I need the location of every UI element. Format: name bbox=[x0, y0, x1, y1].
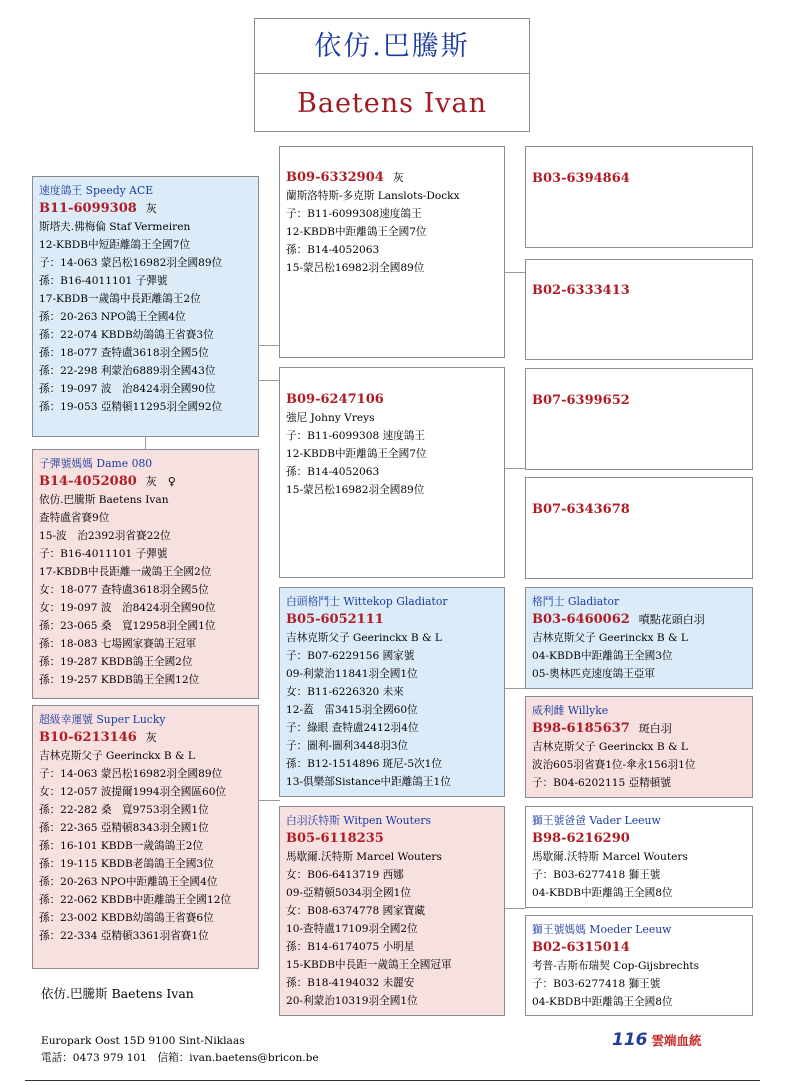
ancestor-title-8: 獅王號媽媽 Moeder Leeuw bbox=[532, 923, 672, 936]
logo-number: 116 bbox=[612, 1030, 648, 1050]
super-lucky-line: 孫：22-062 KBDB中距離鴿王全國12位 bbox=[39, 894, 232, 906]
connector-line bbox=[504, 468, 525, 469]
sire-line: 孫：22-074 KBDB幼鴿鴿王省賽3位 bbox=[39, 329, 214, 341]
ancestor-card-8 bbox=[525, 915, 753, 1016]
ancestor-ring-1: B03-6394864 bbox=[532, 171, 630, 186]
footer-divider bbox=[25, 1080, 760, 1081]
sire-dam-line: 孫：B14-4052063 bbox=[286, 466, 380, 478]
dam-dam-line: 孫：B14-6174075 小明星 bbox=[286, 941, 415, 953]
dam-sire-line: 子：B07-6229156 國家號 bbox=[286, 650, 415, 662]
ancestor-ring-6: B98-6185637 bbox=[532, 721, 630, 736]
dam-ring: B14-4052080 bbox=[39, 474, 137, 489]
ancestor-line-6: 波治605羽省賽1位-傘永156羽1位 bbox=[532, 759, 696, 771]
sire-line: 孫：22-298 利蒙治6889羽全國43位 bbox=[39, 365, 216, 377]
sire-sire-line: 子：B11-6099308速度鴿王 bbox=[286, 208, 422, 220]
super-lucky-line: 孫：22-282 桑 寬9753羽全國1位 bbox=[39, 804, 209, 816]
ancestor-note-6: 斑白羽 bbox=[638, 722, 672, 735]
super-lucky-line: 女：12-057 波提爾1994羽全國區60位 bbox=[39, 786, 227, 798]
dam-sire-line: 13-俱樂部Sistance中距離鴿王1位 bbox=[286, 776, 451, 788]
sire-dam-line: 子：B11-6099308 速度鴿王 bbox=[286, 430, 425, 442]
super-lucky-line: 孫：19-115 KBDB老鴿鴿王全國3位 bbox=[39, 858, 214, 870]
ancestor-card-6 bbox=[525, 696, 753, 798]
dam-dam-line: 女：B06-6413719 西娜 bbox=[286, 869, 404, 881]
dam-sire-title: 白頭格鬥士 Wittekop Gladiator bbox=[286, 595, 448, 608]
dam-dam-line: 15-KBDB中長距一歲鴿王全國冠軍 bbox=[286, 959, 452, 971]
header-chinese-name: 依仿.巴騰斯 bbox=[254, 18, 530, 74]
sire-sire-line: 蘭斯洛特斯-多克斯 Lanslots-Dockx bbox=[286, 190, 460, 202]
super-lucky-line: 子：14-063 蒙呂松16982羽全國89位 bbox=[39, 768, 223, 780]
ancestor-card-3 bbox=[525, 368, 753, 470]
sire-line: 孫：18-077 查特盧3618羽全國5位 bbox=[39, 347, 209, 359]
dam-line: 孫：18-083 七場國家賽鴿王冠軍 bbox=[39, 638, 197, 650]
ancestor-ring-4: B07-6343678 bbox=[532, 502, 630, 517]
sire-line: 斯塔夫.佛梅倫 Staf Vermeiren bbox=[39, 221, 191, 233]
ancestor-card-5 bbox=[525, 587, 753, 689]
connector-line bbox=[258, 800, 280, 801]
ancestor-line-7: 子：B03-6277418 獅王號 bbox=[532, 869, 661, 881]
sire-line: 17-KBDB一歲鴿中長距離鴿王2位 bbox=[39, 293, 201, 305]
header-english-name: Baetens Ivan bbox=[254, 73, 530, 132]
sire-sire-line: 12-KBDB中距離鴿王全國7位 bbox=[286, 226, 427, 238]
super-lucky-line: 孫：23-002 KBDB幼鴿鴿王省賽6位 bbox=[39, 912, 214, 924]
connector-line bbox=[504, 908, 525, 909]
female-symbol-icon: ♀ bbox=[167, 475, 176, 488]
ancestor-ring-8: B02-6315014 bbox=[532, 940, 630, 955]
dam-sire-card bbox=[279, 587, 505, 797]
dam-dam-line: 10-查特盧17109羽全國2位 bbox=[286, 923, 418, 935]
dam-card bbox=[32, 449, 259, 699]
dam-sire-line: 子：圖利-圖利3448羽3位 bbox=[286, 740, 409, 752]
sire-sire-line: 孫：B14-4052063 bbox=[286, 244, 380, 256]
connector-line bbox=[145, 436, 146, 450]
ancestor-title-7: 獅王號爸爸 Vader Leeuw bbox=[532, 814, 661, 827]
dam-dam-card bbox=[279, 806, 505, 1016]
dam-dam-title: 白羽沃特斯 Witpen Wouters bbox=[286, 814, 432, 827]
sire-dam-line: 強尼 Johny Vreys bbox=[286, 412, 375, 424]
ancestor-line-8: 04-KBDB中距離鴿王全國8位 bbox=[532, 996, 673, 1008]
sire-dam-ring: B09-6247106 bbox=[286, 392, 384, 407]
super-lucky-title: 超級幸運號 Super Lucky bbox=[39, 713, 166, 726]
owner-contact: 電話：0473 979 101 信箱：ivan.baetens@bricon.be bbox=[41, 1052, 319, 1064]
ancestor-line-7: 馬歇爾.沃特斯 Marcel Wouters bbox=[532, 851, 688, 863]
connector-line bbox=[504, 688, 525, 689]
ancestor-card-4 bbox=[525, 477, 753, 579]
dam-dam-line: 孫：B18-4194032 未麗安 bbox=[286, 977, 415, 989]
dam-line: 女：19-097 波 治8424羽全國90位 bbox=[39, 602, 216, 614]
ancestor-line-5: 05-奧林匹克速度鴿王亞軍 bbox=[532, 668, 655, 680]
super-lucky-line: 吉林克斯父子 Geerinckx B & L bbox=[39, 750, 195, 762]
sire-line: 孫：B16-4011101 子彈號 bbox=[39, 275, 168, 287]
sire-line: 孫：20-263 NPO鴿王全國4位 bbox=[39, 311, 186, 323]
ancestor-title-5: 格鬥士 Gladiator bbox=[532, 595, 620, 608]
ancestor-ring-7: B98-6216290 bbox=[532, 831, 630, 846]
ancestor-line-6: 子：B04-6202115 亞精頓號 bbox=[532, 777, 671, 789]
super-lucky-line: 孫：20-263 NPO中距離鴿王全國4位 bbox=[39, 876, 218, 888]
ancestor-line-8: 子：B03-6277418 獅王號 bbox=[532, 978, 661, 990]
dam-title: 子彈號媽媽 Dame 080 bbox=[39, 457, 153, 470]
sire-line: 孫：19-053 亞精頓11295羽全國92位 bbox=[39, 401, 223, 413]
dam-sire-line: 孫：B12-1514896 斑尼-5次1位 bbox=[286, 758, 443, 770]
sire-dam-line: 15-蒙呂松16982羽全國89位 bbox=[286, 484, 425, 496]
super-lucky-color: 灰 bbox=[145, 731, 157, 744]
ancestor-note-5: 噴點花頭白羽 bbox=[638, 613, 705, 626]
dam-dam-line: 20-利蒙治10319羽全國1位 bbox=[286, 995, 418, 1007]
ancestor-line-5: 吉林克斯父子 Geerinckx B & L bbox=[532, 632, 688, 644]
connector-line bbox=[504, 272, 525, 273]
dam-sire-line: 吉林克斯父子 Geerinckx B & L bbox=[286, 632, 442, 644]
sire-sire-line: 15-蒙呂松16982羽全國89位 bbox=[286, 262, 425, 274]
dam-dam-line: 馬歇爾.沃特斯 Marcel Wouters bbox=[286, 851, 442, 863]
dam-dam-line: 女：B08-6374778 國家寶藏 bbox=[286, 905, 425, 917]
ancestor-line-6: 吉林克斯父子 Geerinckx B & L bbox=[532, 741, 688, 753]
connector-line bbox=[258, 380, 280, 381]
sire-sire-color: 灰 bbox=[392, 171, 404, 184]
cloud-pedigree-logo bbox=[612, 1030, 722, 1054]
ancestor-title-6: 威利雌 Willyke bbox=[532, 704, 609, 717]
sire-line: 子：14-063 蒙呂松16982羽全國89位 bbox=[39, 257, 223, 269]
sire-title: 速度鴿王 Speedy ACE bbox=[39, 184, 154, 197]
ancestor-line-5: 04-KBDB中距離鴿王全國3位 bbox=[532, 650, 673, 662]
ancestor-line-7: 04-KBDB中距離鴿王全國8位 bbox=[532, 887, 673, 899]
sire-color: 灰 bbox=[145, 202, 157, 215]
dam-line: 女：18-077 查特盧3618羽全國5位 bbox=[39, 584, 209, 596]
ancestor-ring-2: B02-6333413 bbox=[532, 283, 630, 298]
ancestor-card-1 bbox=[525, 146, 753, 248]
dam-line: 孫：19-287 KBDB鴿王全國2位 bbox=[39, 656, 193, 668]
dam-sire-line: 09-利蒙治11841羽全國1位 bbox=[286, 668, 418, 680]
dam-line: 孫：23-065 桑 寬12958羽全國1位 bbox=[39, 620, 216, 632]
dam-line: 孫：19-257 KBDB鴿王全國12位 bbox=[39, 674, 200, 686]
sire-sire-ring: B09-6332904 bbox=[286, 170, 384, 185]
dam-color: 灰 bbox=[145, 475, 157, 488]
dam-sire-line: 12-蓋 雷3415羽全國60位 bbox=[286, 704, 418, 716]
dam-line: 17-KBDB中長距離一歲鴿王全國2位 bbox=[39, 566, 212, 578]
sire-card bbox=[32, 176, 259, 437]
super-lucky-line: 孫：22-334 亞精頓3361羽省賽1位 bbox=[39, 930, 209, 942]
dam-line: 依仿.巴騰斯 Baetens Ivan bbox=[39, 494, 169, 506]
sire-dam-line: 12-KBDB中距離鴿王全國7位 bbox=[286, 448, 427, 460]
connector-line bbox=[258, 345, 280, 346]
ancestor-ring-3: B07-6399652 bbox=[532, 393, 630, 408]
dam-dam-ring: B05-6118235 bbox=[286, 831, 384, 846]
dam-line: 15-波 治2392羽省賽22位 bbox=[39, 530, 171, 542]
super-lucky-line: 孫：22-365 亞精頓8343羽全國1位 bbox=[39, 822, 209, 834]
super-lucky-line: 孫：16-101 KBDB一歲鴿鴿王2位 bbox=[39, 840, 204, 852]
ancestor-card-7 bbox=[525, 806, 753, 908]
super-lucky-ring: B10-6213146 bbox=[39, 730, 137, 745]
logo-text: 雲端血統 bbox=[651, 1033, 702, 1048]
super-lucky-card bbox=[32, 705, 259, 969]
dam-dam-line: 09-亞精頓5034羽全國1位 bbox=[286, 887, 411, 899]
sire-line: 12-KBDB中短距離鴿王全國7位 bbox=[39, 239, 191, 251]
ancestor-line-8: 考普-吉斯布瑞契 Cop-Gijsbrechts bbox=[532, 960, 700, 972]
sire-ring: B11-6099308 bbox=[39, 201, 137, 216]
owner-address-block bbox=[41, 1033, 319, 1067]
owner-address: Europark Oost 15D 9100 Sint-Niklaas bbox=[41, 1035, 245, 1047]
dam-sire-ring: B05-6052111 bbox=[286, 612, 384, 627]
sire-sire-card bbox=[279, 146, 505, 358]
ancestor-ring-5: B03-6460062 bbox=[532, 612, 630, 627]
sire-line: 孫：19-097 波 治8424羽全國90位 bbox=[39, 383, 216, 395]
dam-line: 查特盧省賽9位 bbox=[39, 512, 110, 524]
dam-line: 子：B16-4011101 子彈號 bbox=[39, 548, 168, 560]
dam-sire-line: 子：綠眼 查特盧2412羽4位 bbox=[286, 722, 419, 734]
dam-sire-line: 女：B11-6226320 未來 bbox=[286, 686, 404, 698]
ancestor-card-2 bbox=[525, 259, 753, 360]
sire-dam-card bbox=[279, 367, 505, 578]
owner-name: 依仿.巴騰斯 Baetens Ivan bbox=[41, 986, 194, 1001]
